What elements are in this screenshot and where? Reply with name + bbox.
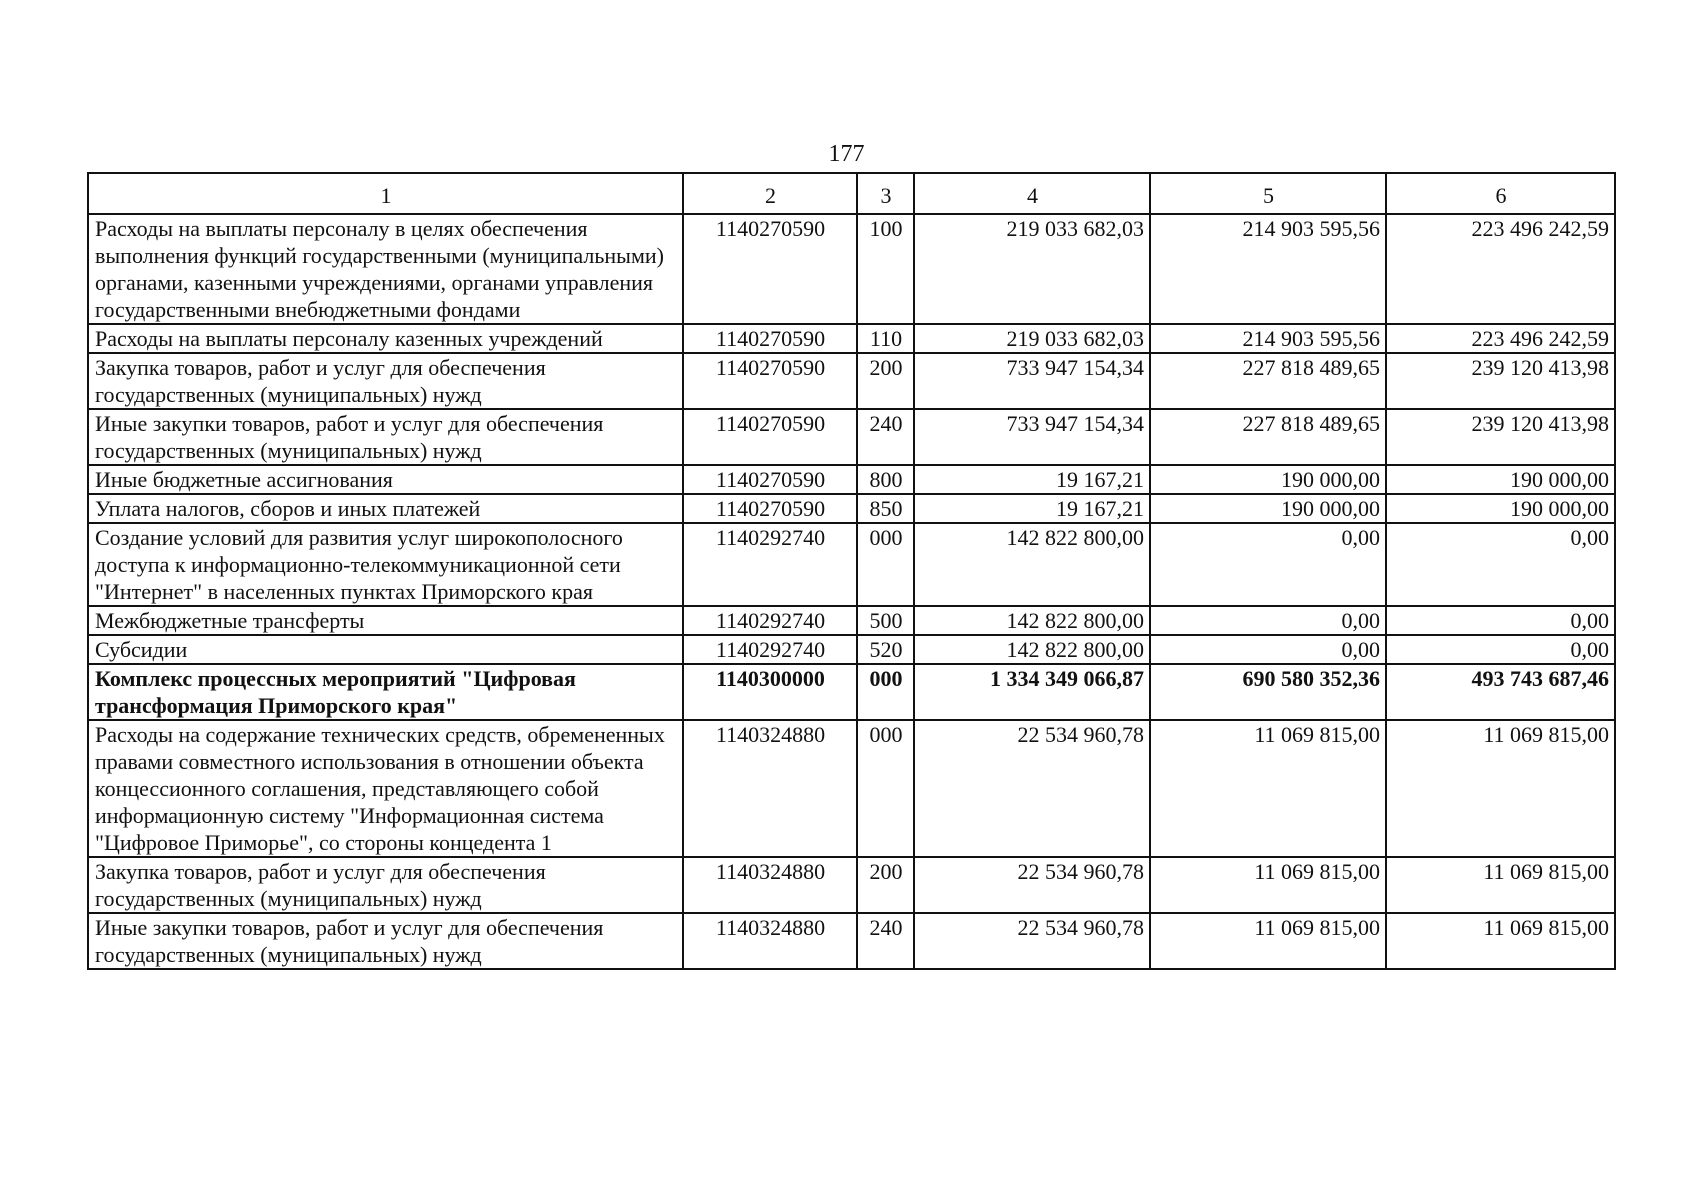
column-header-name: 1	[88, 173, 683, 214]
table-row	[88, 523, 1615, 606]
cell-type: 800	[857, 465, 914, 494]
table-row	[88, 324, 1615, 353]
cell-value-5: 190 000,00	[1150, 494, 1386, 523]
cell-code: 1140292740	[683, 635, 857, 664]
cell-value-6: 0,00	[1386, 635, 1615, 664]
cell-name: Создание условий для развития услуг широкополосного доступа к информационно-телекоммуникационной сети "Интернет" в населенных пунктах Приморского края	[88, 523, 683, 606]
cell-type: 200	[857, 353, 914, 409]
cell-code: 1140300000	[683, 664, 857, 720]
cell-value-6: 239 120 413,98	[1386, 409, 1615, 465]
column-header-value-4: 4	[914, 173, 1150, 214]
cell-code: 1140270590	[683, 353, 857, 409]
table-row	[88, 214, 1615, 324]
cell-name: Закупка товаров, работ и услуг для обеспечения государственных (муниципальных) нужд	[88, 353, 683, 409]
cell-code: 1140270590	[683, 324, 857, 353]
cell-value-6: 0,00	[1386, 606, 1615, 635]
cell-value-5: 690 580 352,36	[1150, 664, 1386, 720]
cell-name: Расходы на выплаты персоналу казенных учреждений	[88, 324, 683, 353]
cell-value-6: 239 120 413,98	[1386, 353, 1615, 409]
cell-value-4: 1 334 349 066,87	[914, 664, 1150, 720]
column-header-value-5: 5	[1150, 173, 1386, 214]
table-body	[88, 214, 1615, 969]
cell-value-6: 0,00	[1386, 523, 1615, 606]
table-row	[88, 913, 1615, 969]
cell-value-5: 0,00	[1150, 635, 1386, 664]
cell-code: 1140270590	[683, 214, 857, 324]
cell-type: 520	[857, 635, 914, 664]
table-row	[88, 857, 1615, 913]
cell-value-5: 11 069 815,00	[1150, 857, 1386, 913]
cell-value-4: 19 167,21	[914, 494, 1150, 523]
cell-value-6: 223 496 242,59	[1386, 324, 1615, 353]
cell-value-5: 214 903 595,56	[1150, 214, 1386, 324]
column-header-code: 2	[683, 173, 857, 214]
cell-value-5: 227 818 489,65	[1150, 353, 1386, 409]
cell-value-4: 733 947 154,34	[914, 409, 1150, 465]
cell-name: Иные закупки товаров, работ и услуг для обеспечения государственных (муниципальных) нужд	[88, 913, 683, 969]
cell-name: Комплекс процессных мероприятий "Цифровая трансформация Приморского края"	[88, 664, 683, 720]
cell-value-5: 0,00	[1150, 606, 1386, 635]
cell-type: 200	[857, 857, 914, 913]
cell-type: 110	[857, 324, 914, 353]
column-header-value-6: 6	[1386, 173, 1615, 214]
cell-code: 1140324880	[683, 913, 857, 969]
cell-code: 1140270590	[683, 409, 857, 465]
cell-value-6: 190 000,00	[1386, 465, 1615, 494]
cell-name: Иные бюджетные ассигнования	[88, 465, 683, 494]
cell-name: Закупка товаров, работ и услуг для обеспечения государственных (муниципальных) нужд	[88, 857, 683, 913]
column-header-type: 3	[857, 173, 914, 214]
cell-code: 1140292740	[683, 606, 857, 635]
table-row	[88, 494, 1615, 523]
cell-value-6: 11 069 815,00	[1386, 857, 1615, 913]
cell-value-5: 227 818 489,65	[1150, 409, 1386, 465]
table-row	[88, 465, 1615, 494]
cell-value-5: 11 069 815,00	[1150, 720, 1386, 857]
cell-code: 1140270590	[683, 465, 857, 494]
cell-value-4: 219 033 682,03	[914, 214, 1150, 324]
cell-value-4: 142 822 800,00	[914, 606, 1150, 635]
cell-type: 000	[857, 720, 914, 857]
cell-code: 1140270590	[683, 494, 857, 523]
table-row	[88, 635, 1615, 664]
cell-type: 500	[857, 606, 914, 635]
cell-value-6: 190 000,00	[1386, 494, 1615, 523]
cell-value-5: 0,00	[1150, 523, 1386, 606]
table-row	[88, 409, 1615, 465]
cell-code: 1140324880	[683, 857, 857, 913]
cell-value-6: 11 069 815,00	[1386, 913, 1615, 969]
table-row	[88, 664, 1615, 720]
cell-type: 100	[857, 214, 914, 324]
cell-name: Уплата налогов, сборов и иных платежей	[88, 494, 683, 523]
cell-code: 1140292740	[683, 523, 857, 606]
page-number: 177	[828, 141, 865, 167]
cell-value-5: 11 069 815,00	[1150, 913, 1386, 969]
cell-name: Расходы на содержание технических средств, обремененных правами совместного использования в отношении объекта концессионного соглашения, представляющего собой информационную систему "Информационная система "Цифровое Приморье", со стороны концедента 1	[88, 720, 683, 857]
table-row	[88, 606, 1615, 635]
cell-value-4: 219 033 682,03	[914, 324, 1150, 353]
table-row	[88, 720, 1615, 857]
cell-value-4: 142 822 800,00	[914, 635, 1150, 664]
cell-value-5: 190 000,00	[1150, 465, 1386, 494]
budget-table	[87, 172, 1616, 970]
cell-name: Расходы на выплаты персоналу в целях обеспечения выполнения функций государственными (муниципальными) органами, казенными учреждениями, органами управления государственными внебюджетными фондами	[88, 214, 683, 324]
cell-type: 850	[857, 494, 914, 523]
cell-name: Межбюджетные трансферты	[88, 606, 683, 635]
cell-type: 000	[857, 664, 914, 720]
cell-name: Субсидии	[88, 635, 683, 664]
cell-value-5: 214 903 595,56	[1150, 324, 1386, 353]
cell-value-6: 493 743 687,46	[1386, 664, 1615, 720]
cell-name: Иные закупки товаров, работ и услуг для обеспечения государственных (муниципальных) нужд	[88, 409, 683, 465]
cell-value-4: 19 167,21	[914, 465, 1150, 494]
table-header-row	[88, 173, 1615, 214]
cell-value-4: 22 534 960,78	[914, 913, 1150, 969]
cell-value-4: 142 822 800,00	[914, 523, 1150, 606]
cell-value-6: 223 496 242,59	[1386, 214, 1615, 324]
cell-type: 240	[857, 913, 914, 969]
cell-value-4: 22 534 960,78	[914, 720, 1150, 857]
cell-value-4: 733 947 154,34	[914, 353, 1150, 409]
table-row	[88, 353, 1615, 409]
cell-value-6: 11 069 815,00	[1386, 720, 1615, 857]
cell-type: 000	[857, 523, 914, 606]
cell-type: 240	[857, 409, 914, 465]
cell-code: 1140324880	[683, 720, 857, 857]
cell-value-4: 22 534 960,78	[914, 857, 1150, 913]
